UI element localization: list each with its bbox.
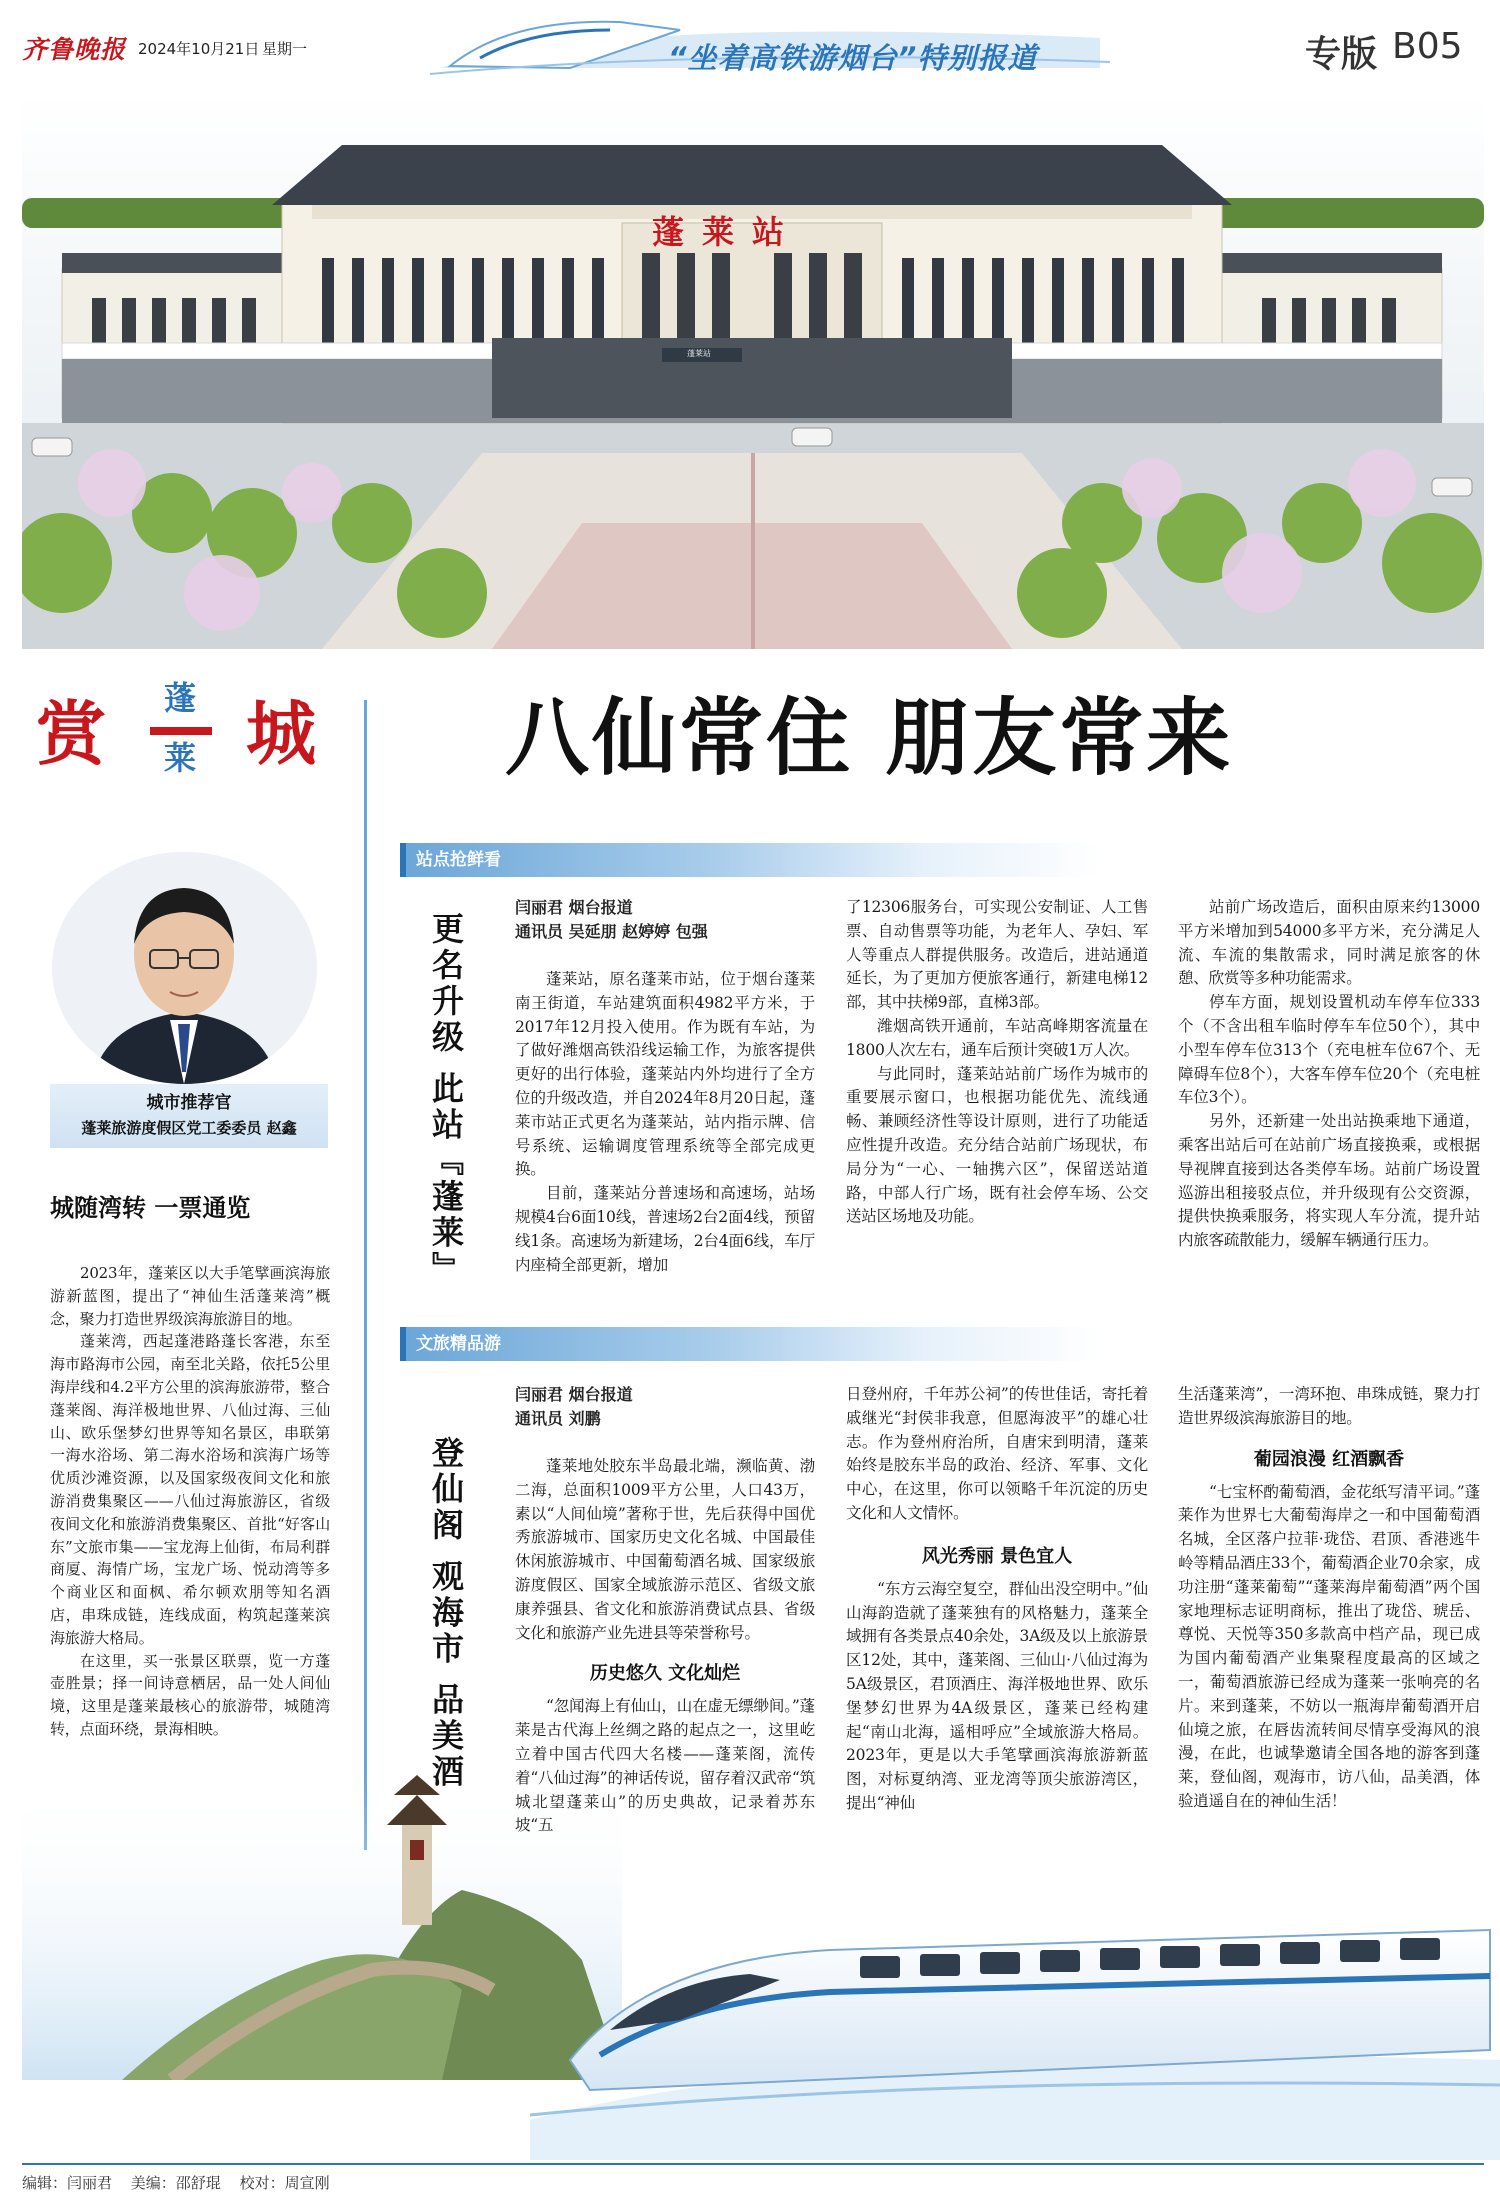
left-article [50,1190,330,1741]
section-bar-accent [400,843,406,877]
footer-credits [22,2172,330,2194]
section2-vertical-title: 登仙阁 观海市 品美酒 [427,1436,465,1791]
section1-byline-correspondents: 通讯员 吴延朋 赵婷婷 包强 [515,922,708,941]
station-rendering [22,93,1484,649]
section1-paragraph: 蓬莱站，原名蓬莱市站，位于烟台蓬莱南王街道，车站建筑面积4982平方米，于2017年12月投入使用。作为既有车站，为了做好潍烟高铁沿线运输工作，为旅客提供更好的出行体验，蓬莱站内外均进行了全方位的升级改造，并自2024年8月20日起，蓬莱市站正式更名为蓬莱站，站内指示牌、信号系统、运输调度管理系统等全部完成更换。 [515,970,815,1179]
left-article-title: 城随湾转 一票通览 [50,1193,251,1222]
special-report-banner: “坐着高铁游烟台”特别报道 [668,41,1038,75]
column-char-cheng: 城 [246,692,316,775]
section2-paragraph: “七宝杯酌葡萄酒，金花纸写清平词。”蓬莱作为世界七大葡萄海岸之一和中国葡萄酒名城，全区落户拉菲·珑岱、君顶、香港逃牛岭等精品酒庄33个，葡萄酒企业70余家，成功注册“蓬莱葡萄”“蓬莱海岸葡萄酒”两个国家地理标志证明商标，推出了珑岱、琥岳、尊悦、天悦等350多款高中档产品，现已成为国内葡萄酒产业集聚程度最高的区域之一，葡萄酒旅游已经成为蓬莱一张响亮的名片。来到蓬莱，不妨以一瓶海岸葡萄酒开启仙境之旅，在唇齿流转间尽情享受海风的浪漫，在此，也诚挚邀请全国各地的游客到蓬莱，登仙阁，观海市，访八仙，品美酒，体验逍遥自在的神仙生活！ [1178,1482,1480,1810]
station-illustration-svg [22,93,1484,649]
footer-designer: 美编：邵舒琨 [130,2174,221,2192]
left-paragraph: 在这里，买一张景区联票，览一方蓬壶胜景；择一间诗意栖居，品一处人间仙境，这里是蓬莱最核心的旅游带，城随湾转，点面环绕，景海相映。 [50,1651,330,1738]
recommender-caption [50,1084,328,1148]
bullet-train-illustration [530,1890,1500,2160]
column-brand [36,676,356,796]
recommender-avatar [52,852,317,1084]
section1-paragraph: 站前广场改造后，面积由原来约13000平方米增加到54000多平方米，充分满足人流、车流的集散需求，同时满足旅客的休憩、欣赏等多种功能需求。 [1178,898,1480,988]
masthead [0,0,1500,88]
station-roof-sign: 蓬莱站 [652,213,803,251]
section2-paragraph: 日登州府，千年苏公祠”的传世佳话，寄托着戚继光“封侯非我意，但愿海波平”的雄心壮志。作为登州府治所，自唐宋到明清，蓬莱始终是胶东半岛的政治、经济、军事、文化中心，在这里，你可以领略千年沉淀的历史文化和人文情怀。 [846,1385,1148,1522]
section2-paragraph: 蓬莱地处胶东半岛最北端，濒临黄、渤二海，总面积1009平方公里，人口43万，素以“人间仙境”著称于世，先后获得中国优秀旅游城市、国家历史文化名城、中国最佳休闲旅游城市、中国葡萄酒名城、国家级旅游度假区、国家全域旅游示范区、省级文旅康养强县、省文化和旅游消费试点县、省级文化和旅游产业先进县等荣誉称号。 [515,1457,815,1642]
column-divider [150,727,212,735]
newspaper-logo: 齐鲁晚报 [22,35,127,64]
section-label: 专版 [1305,34,1378,75]
section2-byline-correspondents: 通讯员 刘鹏 [515,1409,601,1428]
page-number: B05 [1392,26,1463,67]
footer-editor: 编辑：闫丽君 [22,2174,113,2192]
section-bar-label: 站点抢鲜看 [416,850,501,870]
recommender-label: 城市推荐官 [146,1093,232,1113]
portrait-svg [52,852,317,1084]
section1-paragraph: 另外，还新建一处出站换乘地下通道，乘客出站后可在站前广场直接换乘，或根据导视牌直接到达各类停车场。站前广场设置巡游出租接驳点位，并升级现有公交资源，提供快换乘服务，将实现人车分流，提升站内旅客疏散能力，缓解车辆通行压力。 [1178,1112,1480,1250]
issue-date: 2024年10月21日 [138,40,260,58]
issue-weekday: 星期一 [262,40,308,58]
section2-col2 [846,1383,1148,1816]
section2-col3 [1178,1383,1480,1814]
section1-paragraph: 与此同时，蓬莱站站前广场作为城市的重要展示窗口，也根据功能优先、流线通畅、兼顾经济性等设计原则，进行了功能适应性提升改造。充分结合站前广场现状，布局分为“一心、一轴携六区”，保留送站道路，中部人行广场，既有社会停车场、公交送站区场地及功能。 [846,1064,1148,1226]
section1-paragraph: 目前，蓬莱站分普速场和高速场，站场规模4台6面10线，普速场2台2面4线，预留线1条。高速场为新建场，2台4面6线，车厅内座椅全部更新，增加 [515,1184,815,1274]
column-char-lai: 莱 [164,739,197,777]
section2-subhead: 历史悠久 文化灿烂 [589,1663,741,1685]
section-bar-label: 文旅精品游 [416,1334,501,1354]
column-char-peng: 蓬 [164,679,197,717]
section1-paragraph: 了12306服务台，可实现公安制证、人工售票、自动售票等功能，为老年人、孕妇、军人等重点人群提供服务。改造后，进站通道延长，为了更加方便旅客通行，新建电梯12部，其中扶梯9部，直梯3部。 [846,898,1148,1012]
section2-col1 [515,1383,815,1838]
footer-proofreader: 校对：周宣刚 [239,2174,330,2192]
section2-paragraph: “东方云海空复空，群仙出没空明中。”仙山海韵造就了蓬莱独有的风格魅力，蓬莱全域拥有各类景点40余处，3A级及以上旅游景区12处，其中，蓬莱阁、三仙山·八仙过海为5A级景区，君顶酒庄、海洋极地世界、欧乐堡梦幻世界为4A级景区，蓬莱已经构建起“南山北海，遥相呼应”全域旅游大格局。2023年，更是以大手笔擘画滨海旅游新蓝图，对标夏纳湾、亚龙湾等顶尖旅游湾区，提出“神仙 [846,1579,1148,1812]
section-bar-culture-tourism [400,1327,1100,1361]
section1-paragraph: 停车方面，规划设置机动车停车位333个（不含出租车临时停车车位50个），其中小型车停车位313个（充电桩车位67个、无障碍车位8个），大客车停车位20个（充电桩车位3个）。 [1178,993,1480,1107]
section2-paragraph: “忽闻海上有仙山，山在虚无缥缈间。”蓬莱是古代海上丝绸之路的起点之一，这里屹立着中国古代四大名楼——蓬莱阁，流传着“八仙过海”的神话传说，留存着汉武帝“筑城北望蓬莱山”的历史典故，记录着苏东坡“五 [515,1697,815,1835]
column-char-shang: 赏 [36,692,106,775]
section-bar-accent [400,1327,406,1361]
section-bar-stations [400,843,1100,877]
recommender-name: 蓬莱旅游度假区党工委委员 赵鑫 [81,1119,297,1137]
section1-paragraph: 潍烟高铁开通前，车站高峰期客流量在1800人次左右，通车后预计突破1万人次。 [846,1016,1148,1059]
section1-col3 [1178,896,1480,1253]
section1-byline: 闫丽君 烟台报道 [515,898,633,917]
section1-vertical-title: 更名升级 此站『蓬莱』 [427,912,465,1288]
section2-subhead: 风光秀丽 景色宜人 [921,1545,1073,1567]
section2-byline: 闫丽君 烟台报道 [515,1385,633,1404]
station-door-sign: 蓬莱站 [687,349,711,358]
section1-col2 [846,896,1148,1229]
page-headline: 八仙常住 朋友常来 [505,688,1234,787]
section2-paragraph: 生活蓬莱湾”，一湾环抱、串珠成链，聚力打造世界级滨海旅游目的地。 [1178,1385,1480,1427]
section2-subhead: 葡园浪漫 红酒飘香 [1253,1448,1405,1470]
left-paragraph: 2023年，蓬莱区以大手笔擘画滨海旅游新蓝图，提出了“神仙生活蓬莱湾”概念，聚力打造世界级滨海旅游目的地。 [50,1264,330,1328]
section1-col1 [515,896,815,1277]
footer-rule [22,2163,1484,2165]
left-paragraph: 蓬莱湾，西起蓬港路蓬长客港，东至海市路海市公园，南至北关路，依托5公里海岸线和4.2平方公里的滨海旅游带，整合蓬莱阁、海洋极地世界、八仙过海、三仙山、欧乐堡梦幻世界等知名景区，串联第一海水浴场、第二海水浴场和滨海广场等优质沙滩资源，以及国家级夜间文化和旅游消费集聚区——八仙过海旅游区，省级夜间文化和旅游消费集聚区、首批“好客山东”文旅市集——宝龙海上仙街，布局利群商厦、海情广场，宝龙广场、悦动湾等多个商业区和面枫、希尔顿欢朋等知名酒店，串珠成链，连线成面，构筑起蓬莱滨海旅游大格局。 [50,1332,330,1647]
